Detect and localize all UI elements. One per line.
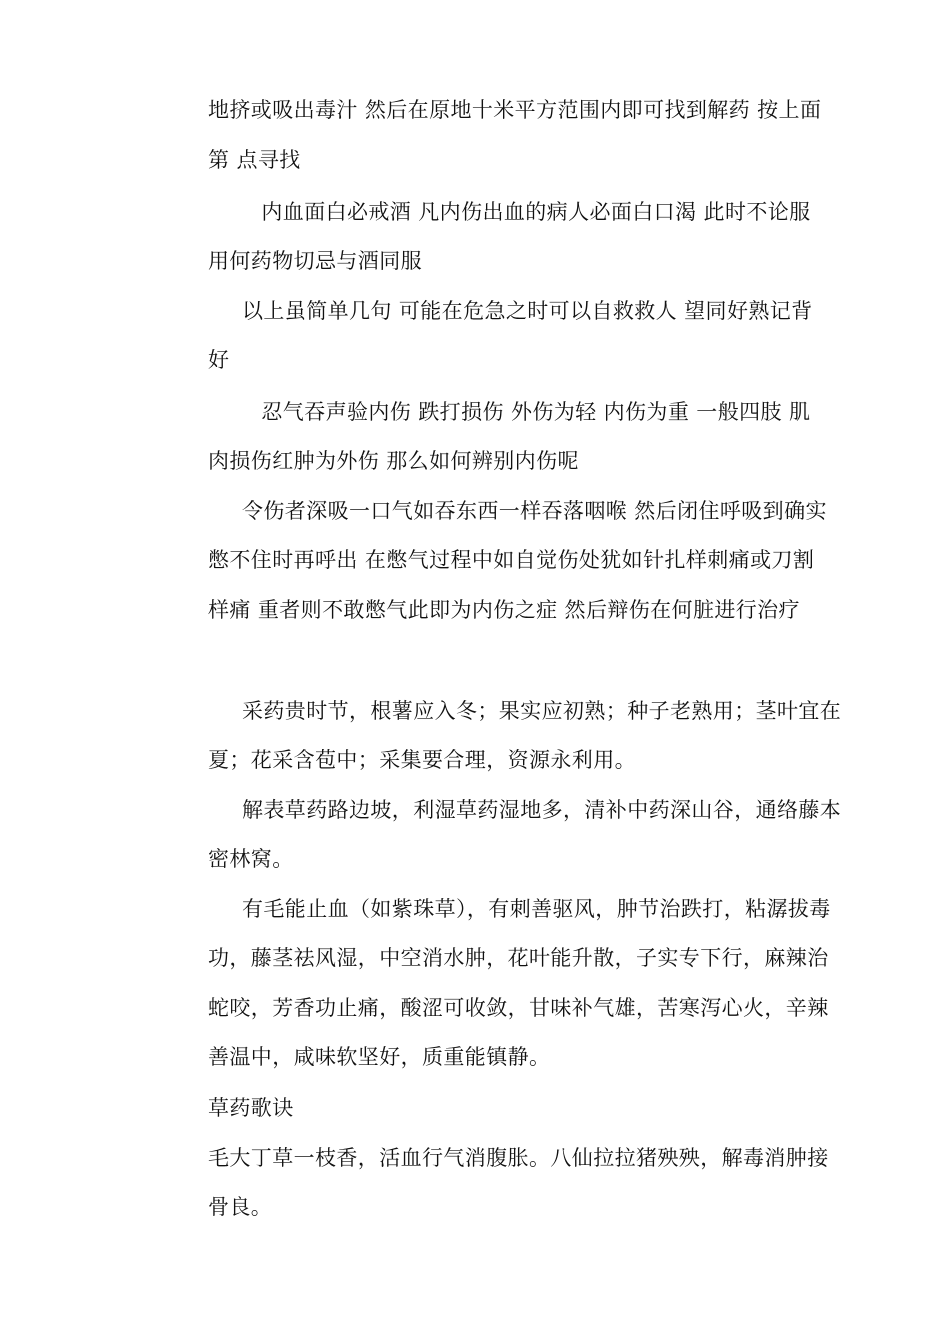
text-line-17: 功，藤茎祛风湿，中空消水肿，花叶能升散，子实专下行，麻辣治 <box>208 946 829 970</box>
text-line-18: 蛇咬，芳香功止痛，酸涩可收敛，甘味补气雄，苦寒泻心火，辛辣 <box>208 996 829 1020</box>
text-line-13: 夏；花采含苞中；采集要合理，资源永利用。 <box>208 748 636 772</box>
text-line-1: 地挤或吸出毒汁 然后在原地十米平方范围内即可找到解药 按上面 <box>208 98 822 122</box>
section-heading: 草药歌诀 <box>208 1096 294 1120</box>
text-line-4: 用何药物切忌与酒同服 <box>208 249 422 273</box>
text-line-11: 样痛 重者则不敢憋气此即为内伤之症 然后辩伤在何脏进行治疗 <box>208 598 800 622</box>
text-line-15: 密林窝。 <box>208 847 294 871</box>
text-line-14: 解表草药路边坡，利湿草药湿地多，清补中药深山谷，通络藤本 <box>242 798 842 822</box>
text-line-19: 善温中，咸味软坚好，质重能镇静。 <box>208 1045 551 1069</box>
text-line-3: 内血面白必戒酒 凡内伤出血的病人必面白口渴 此时不论服 <box>240 200 811 224</box>
text-line-2: 第 点寻找 <box>208 148 301 172</box>
text-line-12: 采药贵时节，根薯应入冬；果实应初熟；种子老熟用；茎叶宜在 <box>242 699 842 723</box>
text-line-9: 令伤者深吸一口气如吞东西一样吞落咽喉 然后闭住呼吸到确实 <box>242 499 827 523</box>
text-line-16: 有毛能止血（如紫珠草），有刺善驱风，肿节治跌打，粘潺拔毒 <box>242 897 831 921</box>
text-line-8: 肉损伤红肿为外伤 那么如何辨别内伤呢 <box>208 449 579 473</box>
text-line-5: 以上虽简单几句 可能在危急之时可以自救救人 望同好熟记背 <box>242 299 813 323</box>
text-line-6: 好 <box>208 348 230 372</box>
text-line-10: 憋不住时再呼出 在憋气过程中如自觉伤处犹如针扎样刺痛或刀割 <box>208 548 815 572</box>
text-line-22: 骨良。 <box>208 1195 273 1219</box>
text-line-7: 忍气吞声验内伤 跌打损伤 外伤为轻 内伤为重 一般四肢 肌 <box>240 400 811 424</box>
text-line-21: 毛大丁草一枝香，活血行气消腹胀。八仙拉拉猪殃殃，解毒消肿接 <box>208 1146 829 1170</box>
